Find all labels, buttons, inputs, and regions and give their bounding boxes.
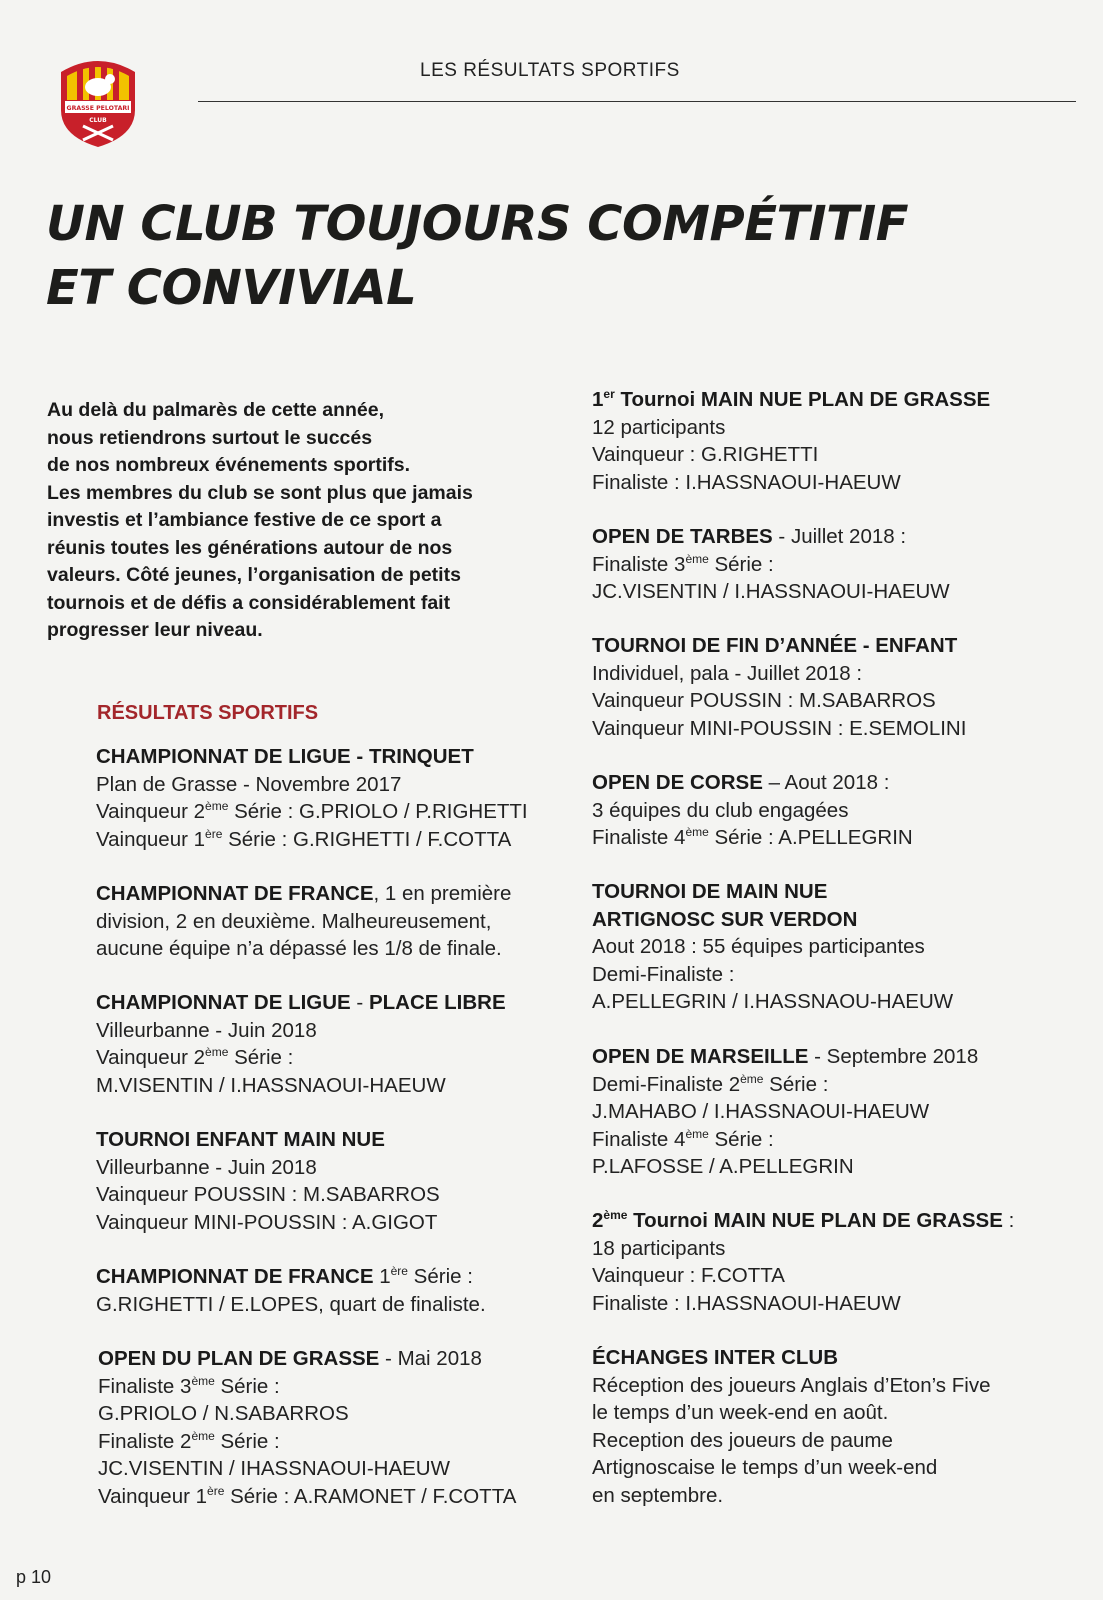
result-open-plan-de-grasse (98, 1345, 516, 1511)
result-line: Plan de Grasse - Novembre 2017 (96, 772, 402, 796)
result-echanges-inter-club (592, 1344, 990, 1510)
result-line: Aout 2018 : 55 équipes participantes (592, 935, 925, 959)
result-line: Finaliste 2ème Série : (98, 1428, 280, 1453)
result-line: JC.VISENTIN / IHASSNAOUI-HAEUW (98, 1457, 450, 1481)
result-line: Demi-Finaliste 2ème Série : (592, 1071, 829, 1096)
page-number: p 10 (16, 1567, 52, 1587)
result-line: G.PRIOLO / N.SABARROS (98, 1402, 349, 1426)
page-title-line-2: ET CONVIVIAL (46, 260, 417, 316)
result-line: Vainqueur MINI-POUSSIN : A.GIGOT (96, 1210, 438, 1234)
result-title: ÉCHANGES INTER CLUB (592, 1346, 839, 1369)
result-title-line: 2ème Tournoi MAIN NUE PLAN DE GRASSE : (592, 1208, 1015, 1232)
result-line: Finaliste 3ème Série : (592, 551, 774, 576)
result-line: 12 participants (592, 415, 726, 439)
club-logo (55, 52, 141, 148)
result-championnat-france-1ere (96, 1263, 486, 1318)
result-championnat-ligue-trinquet (96, 743, 528, 853)
page-title (46, 192, 908, 320)
result-line: 18 participants (592, 1236, 726, 1260)
result-line: Vainqueur POUSSIN : M.SABARROS (592, 689, 936, 713)
intro-line: réunis toutes les générations autour de nos (47, 536, 453, 559)
results-heading: RÉSULTATS SPORTIFS (97, 702, 319, 724)
result-line: Vainqueur 2ème Série : (96, 1045, 294, 1070)
result-line: Finaliste : I.HASSNAOUI-HAEUW (592, 470, 901, 494)
result-line: Reception des joueurs de paume (592, 1428, 893, 1452)
result-line: Vainqueur : F.COTTA (592, 1264, 785, 1288)
intro-line: nous retiendrons surtout le succés (47, 426, 373, 449)
result-line: Finaliste 4ème Série : (592, 1126, 774, 1151)
intro-line: investis et l’ambiance festive de ce sport a (47, 509, 442, 531)
result-title-line: CHAMPIONNAT DE FRANCE, 1 en première (96, 882, 512, 905)
result-title-line: 1er Tournoi MAIN NUE PLAN DE GRASSE (592, 387, 991, 411)
result-title: CHAMPIONNAT DE LIGUE - TRINQUET (96, 745, 474, 768)
result-line: 3 équipes du club engagées (592, 798, 849, 822)
result-title-line: CHAMPIONNAT DE LIGUE - PLACE LIBRE (96, 991, 506, 1014)
result-line: Vainqueur MINI-POUSSIN : E.SEMOLINI (592, 716, 967, 740)
result-title-line: CHAMPIONNAT DE FRANCE 1ère Série : (96, 1264, 473, 1288)
result-tournoi-enfant-main-nue (96, 1126, 440, 1236)
result-title: TOURNOI DE MAIN NUE (592, 880, 828, 903)
intro-line: Les membres du club se sont plus que jamais (47, 481, 473, 504)
result-line: Villeurbanne - Juin 2018 (96, 1155, 317, 1179)
result-line: Individuel, pala - Juillet 2018 : (592, 661, 863, 685)
result-line: Artignoscaise le temps d’un week-end (592, 1456, 938, 1480)
result-line: Vainqueur POUSSIN : M.SABARROS (96, 1183, 440, 1207)
result-title-line: OPEN DU PLAN DE GRASSE - Mai 2018 (98, 1347, 482, 1370)
result-line: A.PELLEGRIN / I.HASSNAOU-HAEUW (592, 990, 954, 1014)
result-line: le temps d’un week-end en août. (592, 1401, 889, 1425)
result-1er-tournoi-main-nue (592, 386, 990, 496)
result-line: Demi-Finaliste : (592, 962, 735, 986)
page-title-line-1: UN CLUB TOUJOURS COMPÉTITIF (46, 196, 908, 252)
result-title-line: OPEN DE MARSEILLE - Septembre 2018 (592, 1045, 979, 1068)
result-open-de-corse (592, 769, 913, 852)
result-open-de-marseille (592, 1043, 978, 1181)
result-title: TOURNOI DE FIN D’ANNÉE - ENFANT (592, 634, 958, 657)
intro-line: tournois et de défis a considérablement fait (47, 591, 451, 614)
result-line: M.VISENTIN / I.HASSNAOUI-HAEUW (96, 1073, 446, 1097)
result-line: Finaliste 3ème Série : (98, 1373, 280, 1398)
result-line: Réception des joueurs Anglais d’Eton’s Five (592, 1373, 991, 1397)
result-line: J.MAHABO / I.HASSNAOUI-HAEUW (592, 1100, 930, 1124)
result-line: JC.VISENTIN / I.HASSNAOUI-HAEUW (592, 580, 950, 604)
result-line: Vainqueur 2ème Série : G.PRIOLO / P.RIGHETTI (96, 799, 528, 824)
result-tournoi-fin-annee (592, 632, 966, 742)
result-line: division, 2 en deuxième. Malheureusement, (96, 909, 492, 933)
logo-text-top: GRASSE PELOTARI (66, 105, 130, 112)
result-championnat-ligue-place-libre (96, 989, 506, 1099)
result-line: Vainqueur 1ère Série : G.RIGHETTI / F.COTTA (96, 826, 512, 851)
result-line: P.LAFOSSE / A.PELLEGRIN (592, 1155, 854, 1179)
result-line: Vainqueur : G.RIGHETTI (592, 443, 819, 467)
result-title: ARTIGNOSC SUR VERDON (592, 907, 858, 931)
result-title-line: OPEN DE TARBES - Juillet 2018 : (592, 525, 907, 548)
result-line: aucune équipe n’a dépassé les 1/8 de finale. (96, 937, 502, 961)
result-open-de-tarbes (592, 523, 950, 606)
result-2eme-tournoi-main-nue (592, 1207, 1014, 1317)
section-label: LES RÉSULTATS SPORTIFS (420, 60, 680, 81)
intro-paragraph (47, 397, 567, 645)
result-line: Finaliste : I.HASSNAOUI-HAEUW (592, 1291, 901, 1315)
intro-line: Au delà du palmarès de cette année, (47, 399, 385, 421)
result-title-line: OPEN DE CORSE – Aout 2018 : (592, 771, 890, 794)
result-line: Villeurbanne - Juin 2018 (96, 1018, 317, 1042)
intro-line: de nos nombreux événements sportifs. (47, 454, 411, 476)
logo-text-bottom: CLUB (89, 117, 107, 124)
result-line: Finaliste 4ème Série : A.PELLEGRIN (592, 825, 913, 850)
result-championnat-france (96, 880, 511, 963)
result-line: en septembre. (592, 1483, 724, 1507)
result-line: Vainqueur 1ère Série : A.RAMONET / F.COTTA (98, 1484, 517, 1508)
header-divider (198, 101, 1076, 102)
intro-line: valeurs. Côté jeunes, l’organisation de petits (47, 564, 461, 586)
result-title: TOURNOI ENFANT MAIN NUE (96, 1128, 385, 1151)
result-tournoi-artignosc (592, 878, 953, 1016)
result-line: G.RIGHETTI / E.LOPES, quart de finaliste. (96, 1292, 486, 1316)
intro-line: progresser leur niveau. (47, 619, 263, 641)
club-shield-icon (55, 52, 141, 148)
